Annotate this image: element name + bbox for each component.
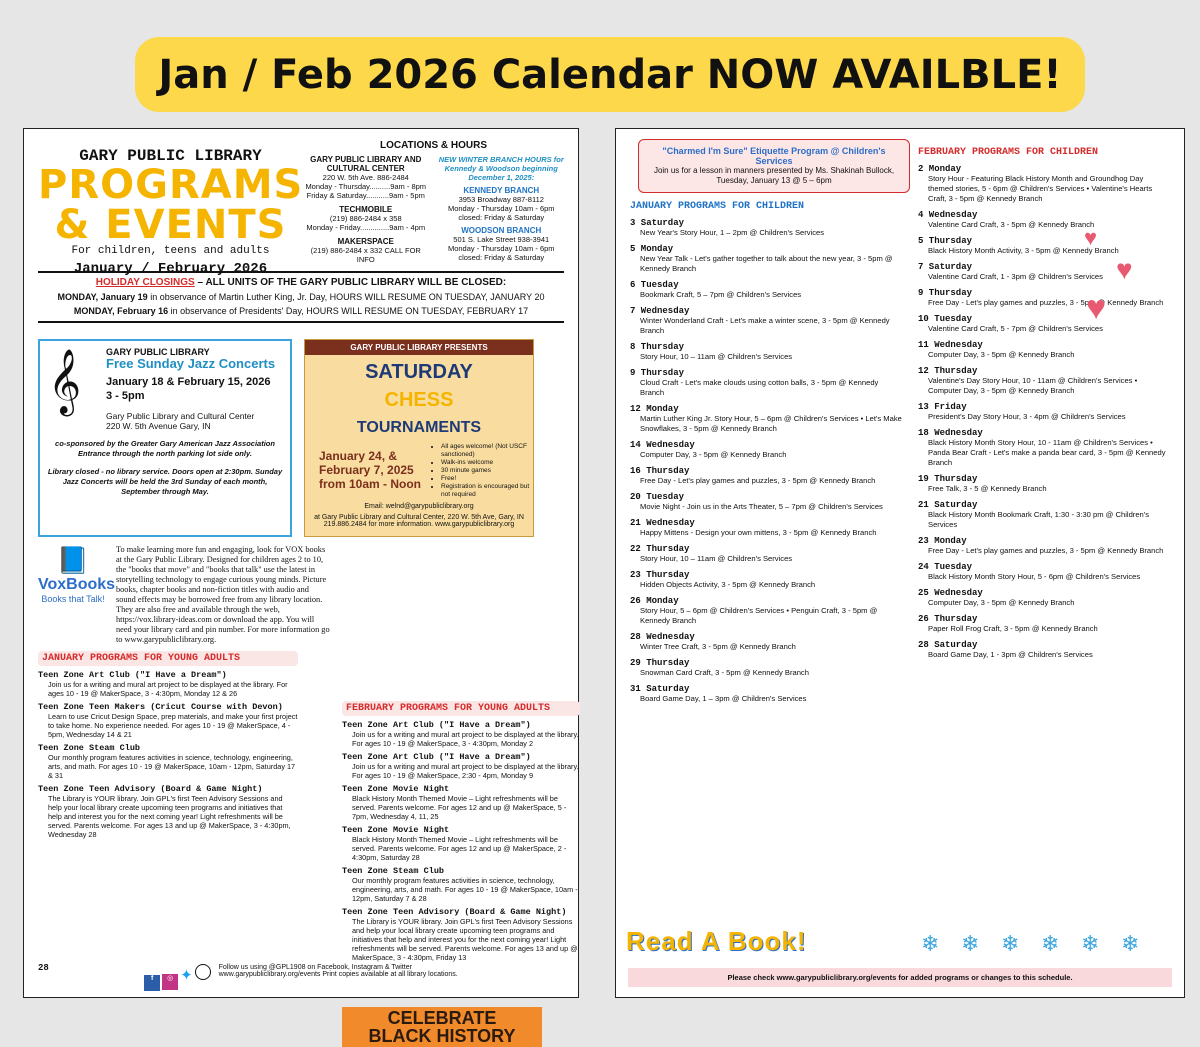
ya-event	[38, 670, 298, 698]
heart-icon: ♥	[1116, 254, 1133, 285]
day-desc: Cloud Craft - Let's make clouds using cotton balls, 3 - 5pm @ Kennedy Branch	[640, 378, 879, 397]
jazz-org: GARY PUBLIC LIBRARY	[106, 347, 210, 357]
ya-event	[38, 702, 298, 739]
day-date: 31 Saturday	[630, 684, 690, 694]
chess-info: Email: welnd@garypubliclibrary.org at Gary Public Library and Cultural Center, 220 W. 5th Ave, Gary, IN 219.886.2484 for more information. www.garypubliclibrary.org	[314, 503, 524, 528]
day-desc: Snowman Card Craft, 3 - 5pm @ Kennedy Branch	[640, 668, 809, 677]
day-date: 14 Wednesday	[630, 440, 695, 450]
day-desc: Winter Tree Craft, 3 - 5pm @ Kennedy Branch	[640, 642, 796, 651]
chess-bullet: • Free!	[441, 475, 531, 483]
ya-jan-section	[38, 651, 298, 839]
dates: January / February 2026	[73, 261, 268, 277]
chess-presents: GARY PUBLIC LIBRARY PRESENTS	[305, 340, 533, 355]
day-entry	[918, 562, 1168, 582]
website-text: www.garypubliclibrary.org/events Print copies available at all library locations.	[218, 971, 458, 978]
center-addr: 220 W. 5th Ave. 886-2484	[322, 173, 409, 182]
ya-event	[342, 907, 580, 962]
heart-icon: ♥	[1086, 289, 1107, 327]
twitter-icon[interactable]: ✦	[180, 967, 193, 984]
day-desc: Story Hour, 5 – 6pm @ Children's Services • Penguin Craft, 3 - 5pm @ Kennedy Branch	[640, 606, 878, 625]
day-date: 28 Wednesday	[630, 632, 695, 642]
day-desc: New Year's Story Hour, 1 – 2pm @ Children's Services	[640, 228, 825, 237]
kennedy-closed: closed: Friday & Saturday	[458, 213, 545, 222]
day-date: 5 Monday	[630, 244, 674, 254]
day-entry	[918, 640, 1168, 660]
for-whom: For children, teens and adults	[71, 245, 270, 257]
day-date: 26 Thursday	[918, 614, 978, 624]
day-date: 12 Monday	[630, 404, 679, 414]
programs-title: PROGRAMS	[38, 162, 304, 208]
charmed-box	[638, 139, 910, 193]
ya-feb-section	[342, 701, 580, 962]
day-date: 7 Wednesday	[630, 306, 690, 316]
holiday-1-text: in observance of Martin Luther King, Jr. Day, HOURS WILL RESUME ON TUESDAY, JANUARY 20	[147, 292, 545, 302]
jazz-dates: January 18 & February 15, 2026	[106, 376, 271, 388]
heart-icon: ♥	[1084, 225, 1098, 250]
day-desc: Hidden Objects Activity, 3 - 5pm @ Kennedy Branch	[640, 580, 816, 589]
day-desc: Martin Luther King Jr. Story Hour, 5 – 6pm @ Children's Services • Let's Make Snowflakes, 3 - 5pm @ Kennedy Branch	[640, 414, 902, 433]
kennedy-addr: 3953 Broadway 887-8112	[458, 195, 544, 204]
day-entry	[630, 404, 902, 434]
ya-feb-title: FEBRUARY PROGRAMS FOR YOUNG ADULTS	[342, 701, 580, 716]
treble-clef-icon: 𝄞	[48, 349, 82, 412]
instagram-icon[interactable]: ◎	[162, 974, 178, 990]
ya-event-desc: The Library is YOUR library. Join GPL's first Teen Advisory Sessions and help your local library create upcoming teen programs and initiatives that help and interest you for the next coming year! Light refreshments will be served. Parents welcome. For ages 13 and up @ MakerSpace, 3 - 4:30pm, Wednesday 28	[48, 794, 291, 839]
ya-event-desc: Learn to use Cricut Design Space, prep materials, and make your first project to take home. No experience needed. For ages 10 - 19 @ MakerSpace, 4 - 5pm, Wednesday 14 & 21	[48, 712, 298, 739]
ya-event	[342, 784, 580, 821]
day-date: 13 Friday	[918, 402, 967, 412]
day-date: 6 Tuesday	[630, 280, 679, 290]
day-entry	[918, 474, 1168, 494]
banner-text: Jan / Feb 2026 Calendar NOW AVAILBLE!	[158, 51, 1062, 98]
snowflake-icon: ❄	[1001, 931, 1020, 956]
day-desc: Free Day - Let's play games and puzzles, 3 - 5pm @ Kennedy Branch	[928, 298, 1164, 307]
day-date: 7 Saturday	[918, 262, 973, 272]
day-desc: Computer Day, 3 - 5pm @ Kennedy Branch	[928, 350, 1075, 359]
holiday-1-date: MONDAY, January 19	[57, 292, 148, 302]
day-desc: Computer Day, 3 - 5pm @ Kennedy Branch	[928, 598, 1075, 607]
day-desc: Black History Month Bookmark Craft, 1:30 - 3:30 pm @ Children's Services	[928, 510, 1150, 529]
ya-event-desc: Join us for a writing and mural art project to be displayed at the library. For ages 10 - 19 @ MakerSpace, 3 - 4:30pm, Monday 12 & 26	[48, 680, 288, 698]
banner	[135, 37, 1085, 112]
day-entry	[630, 368, 902, 398]
day-desc: Valentine Card Craft, 5 - 7pm @ Children's Services	[928, 324, 1103, 333]
day-entry	[630, 440, 902, 460]
facebook-icon[interactable]: f	[144, 975, 160, 991]
day-date: 3 Saturday	[630, 218, 685, 228]
maker-info: (219) 886-2484 x 332 CALL FOR INFO	[310, 246, 421, 264]
ya-event-name: Teen Zone Movie Night	[342, 784, 450, 794]
day-desc: Story Hour, 10 – 11am @ Children's Services	[640, 352, 793, 361]
day-date: 21 Wednesday	[630, 518, 695, 528]
ya-event-desc: Join us for a writing and mural art project to be displayed at the library. For ages 10 - 19 @ MakerSpace, 3 - 4:30pm, Monday 2	[352, 730, 579, 748]
day-desc: New Year Talk - Let's gather together to talk about the new year, 3 - 5pm @ Kennedy Branch	[640, 254, 893, 273]
day-entry	[630, 570, 902, 590]
day-entry	[630, 280, 902, 300]
day-entry	[630, 244, 902, 274]
ya-event-name: Teen Zone Teen Advisory (Board & Game Night)	[342, 907, 567, 917]
ya-event-name: Teen Zone Art Club ("I Have a Dream")	[342, 720, 531, 730]
chess-title-2: CHESS	[384, 389, 454, 411]
title-block	[38, 141, 304, 277]
jazz-location: Gary Public Library and Cultural Center 220 W. 5th Avenue Gary, IN	[106, 411, 255, 431]
events-title: & EVENTS	[54, 202, 287, 248]
ya-event-name: Teen Zone Teen Advisory (Board & Game Night)	[38, 784, 263, 794]
day-desc: Free Day - Let's play games and puzzles, 3 - 5pm @ Kennedy Branch	[928, 546, 1164, 555]
day-desc: Valentine Card Craft, 1 - 3pm @ Children's Services	[928, 272, 1103, 281]
day-desc: Free Talk, 3 - 5 @ Kennedy Branch	[928, 484, 1047, 493]
day-date: 23 Thursday	[630, 570, 690, 580]
ya-event-desc: Black History Month Themed Movie – Light refreshments will be served. Parents welcome. For ages 12 and up @ MakerSpace, 5 - 7pm, Wednesday 4, 11, 25	[352, 794, 567, 821]
day-entry	[630, 632, 902, 652]
vox-text: To make learning more fun and engaging, look for VOX books at the Gary Public Library. Designed for children ages 2 to 10, the "books that move" and "books that talk" use the latest in storytelling technology to engage curious young minds. Picture books, chapter books and non-fiction titles with audio and sound effects may be borrowed free from any library location. They are also free and available through the web, https://vox.library-ideas.com or download the app. You will need your library card and pin number. For more information go to www.garypubliclibrary.org.	[116, 545, 330, 644]
day-entry	[918, 314, 1168, 334]
chess-bullet: • Registration is encouraged but not required	[441, 483, 531, 499]
day-date: 25 Wednesday	[918, 588, 983, 598]
ya-event	[342, 825, 580, 862]
feb-title: FEBRUARY PROGRAMS FOR CHILDREN	[918, 147, 1099, 158]
day-date: 29 Thursday	[630, 658, 690, 668]
ya-event-desc: The Library is YOUR library. Join GPL's first Teen Advisory Sessions and help your local library create upcoming teen programs and initiatives that help and interest you for the next coming year! Light refreshments will be served. Parents welcome. For ages 13 and up @ MakerSpace, 3 - 4:30pm, Friday 13	[352, 917, 578, 962]
day-date: 19 Thursday	[918, 474, 978, 484]
ya-event-desc: Join us for a writing and mural art project to be displayed at the library. For ages 10 - 19 @ MakerSpace, 2:30 - 4pm, Monday 9	[352, 762, 579, 780]
chess-title-3: TOURNAMENTS	[356, 419, 482, 436]
day-entry	[918, 500, 1168, 530]
vox-books	[38, 545, 330, 645]
day-date: 11 Wednesday	[918, 340, 983, 350]
jazz-box	[38, 339, 292, 537]
ya-event-name: Teen Zone Movie Night	[342, 825, 450, 835]
day-entry	[630, 658, 902, 678]
read-a-book: Read A Book!	[626, 926, 807, 956]
day-entry	[918, 236, 1168, 256]
holiday-title-rest: – ALL UNITS OF THE GARY PUBLIC LIBRARY WILL BE CLOSED:	[194, 277, 507, 288]
locations-title: LOCATIONS & HOURS	[379, 140, 488, 151]
day-desc: Board Game Day, 1 – 3pm @ Children's Services	[640, 694, 807, 703]
day-date: 20 Tuesday	[630, 492, 685, 502]
bh-1: CELEBRATE	[387, 1008, 497, 1028]
center-hours-2: Friday & Saturday...........9am - 5pm	[306, 191, 425, 200]
center-name: GARY PUBLIC LIBRARY AND CULTURAL CENTER	[310, 155, 422, 173]
chess-bullet: • All ages welcome! (Not USCF sanctioned)	[441, 443, 531, 459]
techmobile: TECHMOBILE	[339, 205, 393, 214]
day-entry	[918, 588, 1168, 608]
library-name: GARY PUBLIC LIBRARY	[79, 147, 262, 165]
ya-event-name: Teen Zone Art Club ("I Have a Dream")	[342, 752, 531, 762]
snowflake-icon: ❄	[921, 931, 940, 956]
day-date: 12 Thursday	[918, 366, 978, 376]
day-desc: Paper Roll Frog Craft, 3 - 5pm @ Kennedy Branch	[928, 624, 1098, 633]
ya-event	[342, 752, 580, 780]
woodson: WOODSON BRANCH	[461, 226, 542, 235]
ya-event	[342, 720, 580, 748]
chess-bullet: • Walk-ins welcome	[441, 459, 531, 467]
left-page	[23, 128, 579, 1046]
ya-jan-title: JANUARY PROGRAMS FOR YOUNG ADULTS	[38, 651, 298, 666]
day-date: 2 Monday	[918, 164, 962, 174]
day-date: 18 Wednesday	[918, 428, 983, 438]
day-desc: Computer Day, 3 - 5pm @ Kennedy Branch	[640, 450, 787, 459]
jazz-note: Library closed - no library service. Doors open at 2:30pm. Sunday Jazz Concerts will be held the 3rd Sunday of each month, September through May.	[47, 467, 283, 496]
day-entry	[630, 492, 902, 512]
day-entry	[918, 164, 1168, 204]
ya-event-name: Teen Zone Steam Club	[342, 866, 445, 876]
day-entry	[630, 684, 902, 704]
day-entry	[630, 596, 902, 626]
jazz-time: 3 - 5pm	[106, 390, 145, 402]
locations-hours	[303, 140, 564, 264]
day-desc: Story Hour, 10 – 11am @ Children's Services	[640, 554, 793, 563]
makerspace: MAKERSPACE	[337, 237, 394, 246]
charmed-text: Join us for a lesson in manners presented by Ms. Shakinah Bullock, Tuesday, January 13 @ 5 – 6pm	[653, 166, 895, 185]
day-entry	[918, 402, 1168, 422]
snowflake-icon: ❄	[1081, 931, 1100, 956]
day-desc: Happy Mittens - Design your own mittens, 3 - 5pm @ Kennedy Branch	[640, 528, 877, 537]
day-desc: Black History Month Story Hour, 10 - 11am @ Children's Services • Panda Bear Craft - Let's make a panda bear card, 3 - 5pm @ Kennedy Branch	[928, 438, 1166, 467]
winter-note: NEW WINTER BRANCH HOURS for Kennedy & Woodson beginning December 1, 2025:	[438, 155, 564, 182]
day-entry	[918, 428, 1168, 468]
woodson-addr: 501 S. Lake Street 938-3941	[453, 235, 550, 244]
day-desc: Black History Month Story Hour, 5 - 6pm @ Children's Services	[928, 572, 1141, 581]
holiday-closings	[38, 271, 564, 323]
day-entry	[918, 210, 1168, 230]
holiday-2-text: in observance of Presidents' Day, HOURS WILL RESUME ON TUESDAY, FEBRUARY 17	[168, 306, 529, 316]
snowflake-icon: ❄	[1041, 931, 1060, 956]
day-entry	[630, 342, 902, 362]
day-date: 21 Saturday	[918, 500, 978, 510]
jazz-title: Free Sunday Jazz Concerts	[106, 356, 276, 371]
day-entry	[630, 218, 902, 238]
day-desc: Valentine's Day Story Hour, 10 - 11am @ Children's Services • Computer Day, 3 - 5pm @ Kennedy Branch	[928, 376, 1138, 395]
woodson-closed: closed: Friday & Saturday	[458, 253, 545, 262]
ya-event-desc: Our monthly program features activities in science, technology, engineering, arts, and math. For ages 10 - 19 @ MakerSpace, 10am - 12pm, Saturday 17 & 31	[48, 753, 296, 780]
day-date: 8 Thursday	[630, 342, 685, 352]
day-desc: Movie Night - Join us in the Arts Theater, 5 – 7pm @ Children's Services	[640, 502, 883, 511]
day-desc: Story Hour - Featuring Black History Month and Groundhog Day themed stories, 5 - 6pm @ Children's Services • Valentine's Hearts Craft, 3 - 5pm @ Kennedy Branch	[928, 174, 1153, 203]
day-date: 5 Thursday	[918, 236, 973, 246]
charmed-title: "Charmed I'm Sure" Etiquette Program @ Children's Services	[662, 146, 886, 166]
right-footer: Please check www.garypubliclibrary.org/events for added programs or changes to this schedule.	[628, 968, 1172, 987]
jan-title: JANUARY PROGRAMS FOR CHILDREN	[630, 201, 805, 212]
day-desc: Bookmark Craft, 5 – 7pm @ Children's Services	[640, 290, 802, 299]
holiday-2-date: MONDAY, February 16	[73, 306, 169, 316]
chess-bullet: • 30 minute games	[441, 467, 531, 475]
black-history-banner	[342, 1007, 542, 1047]
ya-event-name: Teen Zone Art Club ("I Have a Dream")	[38, 670, 227, 680]
right-page	[615, 128, 1185, 998]
jazz-cosponsor: co-sponsored by the Greater Gary American Jazz Association Entrance through the north parking lot side only.	[55, 439, 275, 458]
follow-text: Follow us using @GPL1908 on Facebook, Instagram & Twitter	[218, 964, 412, 971]
day-date: 9 Thursday	[630, 368, 685, 378]
ya-event	[342, 866, 580, 903]
day-date: 23 Monday	[918, 536, 967, 546]
day-date: 10 Tuesday	[918, 314, 973, 324]
day-entry	[918, 614, 1168, 634]
holiday-title: HOLIDAY CLOSINGS	[95, 277, 195, 288]
chess-bullets	[441, 443, 531, 499]
center-hours-1: Monday - Thursday..........9am - 8pm	[305, 182, 427, 191]
day-date: 26 Monday	[630, 596, 679, 606]
snowflake-icon: ❄	[961, 931, 980, 956]
day-date: 24 Tuesday	[918, 562, 973, 572]
day-date: 9 Thursday	[918, 288, 973, 298]
snowflake-icon: ❄	[1121, 931, 1140, 956]
day-desc: Free Day - Let's play games and puzzles, 3 - 5pm @ Kennedy Branch	[640, 476, 876, 485]
page-number: 28	[38, 963, 49, 973]
day-desc: Black History Month Activity, 3 - 5pm @ Kennedy Branch	[928, 246, 1119, 255]
day-entry	[918, 366, 1168, 396]
chess-dates: January 24, & February 7, 2025 from 10am - Noon	[319, 449, 422, 491]
tech-hours: Monday - Friday..............9am - 4pm	[306, 223, 426, 232]
ya-event-desc: Black History Month Themed Movie – Light refreshments will be served. Parents welcome. For ages 12 and up @ MakerSpace, 2 - 4:30pm, Saturday 28	[352, 835, 567, 862]
day-entry	[630, 466, 902, 486]
footer	[24, 964, 578, 991]
tech-phone: (219) 886-2484 x 358	[329, 214, 402, 223]
day-desc: President's Day Story Hour, 3 - 4pm @ Children's Services	[928, 412, 1126, 421]
day-date: 16 Thursday	[630, 466, 690, 476]
day-entry	[918, 288, 1168, 308]
day-desc: Board Game Day, 1 - 3pm @ Children's Services	[928, 650, 1093, 659]
book-icon: 📘	[56, 545, 90, 575]
chess-title-1: SATURDAY	[365, 361, 473, 383]
day-entry	[630, 518, 902, 538]
day-entry	[630, 544, 902, 564]
day-desc: Valentine Card Craft, 3 - 5pm @ Kennedy Branch	[928, 220, 1095, 229]
ya-event	[38, 784, 298, 839]
chess-flyer	[304, 339, 534, 537]
library-seal-icon	[195, 964, 211, 980]
ya-event	[38, 743, 298, 780]
ya-event-desc: Our monthly program features activities in science, technology, engineering, arts, and math. For ages 10 - 19 @ MakerSpace, 10am - 12pm, Saturday 7 & 28	[352, 876, 578, 903]
day-date: 22 Thursday	[630, 544, 690, 554]
day-entry	[918, 536, 1168, 556]
kennedy-hours: Monday - Thursday 10am - 6pm	[447, 204, 555, 213]
kennedy: KENNEDY BRANCH	[463, 186, 540, 195]
woodson-hours: Monday - Thursday 10am - 6pm	[447, 244, 555, 253]
bh-2: BLACK HISTORY	[368, 1026, 516, 1046]
day-date: 4 Wednesday	[918, 210, 978, 220]
day-desc: Winter Wonderland Craft - Let's make a winter scene, 3 - 5pm @ Kennedy Branch	[640, 316, 890, 335]
day-date: 28 Saturday	[918, 640, 978, 650]
day-entry	[630, 306, 902, 336]
ya-event-name: Teen Zone Steam Club	[38, 743, 141, 753]
ya-event-name: Teen Zone Teen Makers (Cricut Course with Devon)	[38, 702, 283, 712]
header	[38, 140, 564, 277]
day-entry	[918, 340, 1168, 360]
vox-logo: 📘 VoxBooks Books that Talk!	[38, 545, 116, 604]
